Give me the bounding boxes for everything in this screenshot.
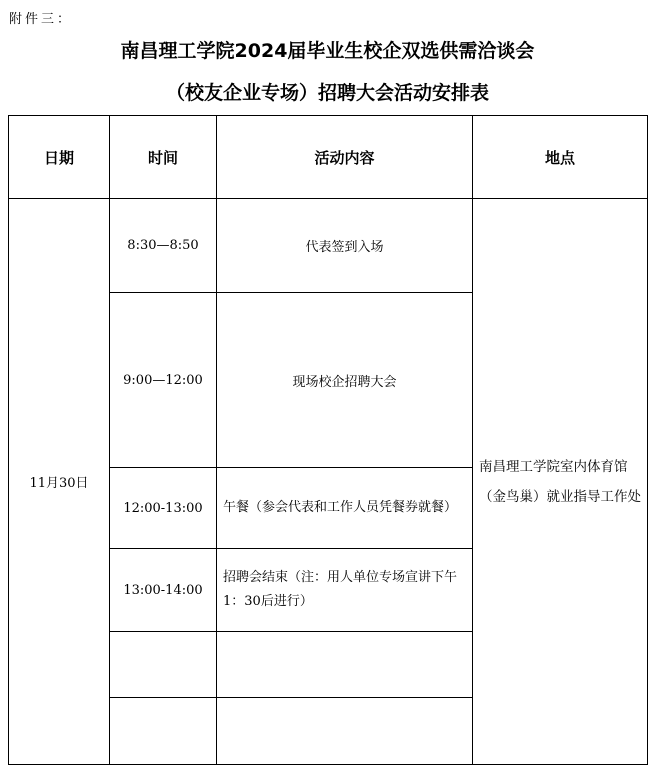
activity-cell xyxy=(217,632,473,698)
time-cell: 12:00-13:00 xyxy=(110,468,217,549)
time-cell: 13:00-14:00 xyxy=(110,549,217,632)
time-cell xyxy=(110,698,217,765)
activity-cell: 午餐（参会代表和工作人员凭餐券就餐） xyxy=(217,468,473,549)
header-location: 地点 xyxy=(473,116,648,199)
activity-cell: 现场校企招聘大会 xyxy=(217,293,473,468)
table-header-row xyxy=(9,116,648,199)
activity-cell: 代表签到入场 xyxy=(217,199,473,293)
header-date: 日期 xyxy=(9,116,110,199)
time-cell: 9:00—12:00 xyxy=(110,293,217,468)
header-activity: 活动内容 xyxy=(217,116,473,199)
table-row xyxy=(9,199,648,293)
page-title-line-2: （校友企业专场）招聘大会活动安排表 xyxy=(165,82,489,104)
activity-cell xyxy=(217,698,473,765)
time-cell xyxy=(110,632,217,698)
header-time: 时间 xyxy=(110,116,217,199)
location-cell: 南昌理工学院室内体育馆（金鸟巢）就业指导工作处 xyxy=(473,199,648,765)
activity-cell: 招聘会结束（注：用人单位专场宣讲下午1：30后进行） xyxy=(217,549,473,632)
page-title-line-1: 南昌理工学院2024届毕业生校企双选供需洽谈会 xyxy=(120,40,535,62)
time-cell: 8:30—8:50 xyxy=(110,199,217,293)
schedule-table xyxy=(8,115,648,765)
date-cell: 11月30日 xyxy=(9,199,110,765)
attachment-label: 附件三： xyxy=(9,12,74,27)
